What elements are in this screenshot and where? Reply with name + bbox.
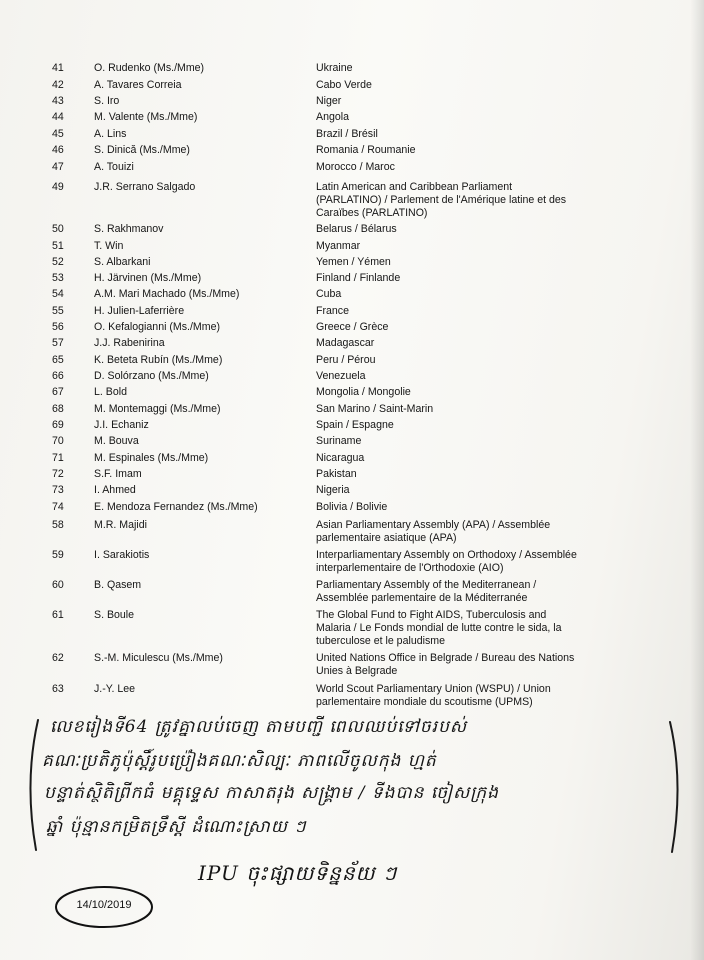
participant-country: Madagascar (316, 337, 375, 349)
note-line-4: ឆ្នាំ ប៉ុន្មានកម្រិតទ្រឹស្តី ដំណោះស្រាយ ៗ (46, 817, 307, 837)
participant-name: O. Kefalogianni (Ms./Mme) (94, 321, 220, 333)
participant-name: M. Bouva (94, 435, 139, 447)
row-number: 61 (52, 609, 64, 621)
date-stamp (52, 884, 156, 932)
participant-name: J.I. Echaniz (94, 419, 149, 431)
participant-name: J.-Y. Lee (94, 683, 136, 695)
participant-country: Interparliamentary Assembly on Orthodoxy / Assemblée interparlementaire de l'Orthodoxie (AIO) (316, 549, 577, 575)
participant-country: Finland / Finlande (316, 272, 401, 284)
row-number: 49 (52, 181, 64, 193)
row-number: 44 (52, 111, 64, 123)
row-number: 69 (52, 419, 64, 431)
participant-country: Peru / Pérou (316, 354, 376, 366)
participant-country: France (316, 305, 349, 317)
participant-name: J.J. Rabenirina (94, 337, 165, 349)
row-number: 68 (52, 403, 64, 415)
participant-country: Brazil / Brésil (316, 128, 378, 140)
row-number: 52 (52, 256, 64, 268)
participant-name: M.R. Majidi (94, 519, 147, 531)
row-number: 42 (52, 79, 64, 91)
participant-country: Morocco / Maroc (316, 161, 395, 173)
row-number: 55 (52, 305, 64, 317)
row-number: 67 (52, 386, 64, 398)
participant-name: J.R. Serrano Salgado (94, 181, 196, 193)
row-number: 65 (52, 354, 64, 366)
row-number: 70 (52, 435, 64, 447)
participant-name: S. Rakhmanov (94, 223, 164, 235)
participant-name: S. Dinică (Ms./Mme) (94, 144, 190, 156)
participant-name: I. Ahmed (94, 484, 136, 496)
row-number: 74 (52, 501, 64, 513)
participant-country: United Nations Office in Belgrade / Bureau des Nations Unies à Belgrade (316, 652, 575, 678)
participant-country: Angola (316, 111, 349, 123)
participant-name: T. Win (94, 240, 124, 252)
participant-country: Spain / Espagne (316, 419, 394, 431)
participant-name: S.F. Imam (94, 468, 142, 480)
participant-name: A. Touizi (94, 161, 134, 173)
row-number: 41 (52, 62, 64, 74)
row-number: 50 (52, 223, 64, 235)
row-number: 59 (52, 549, 64, 561)
row-number: 43 (52, 95, 64, 107)
note-line-5: IPU ចុះផ្សាយទិន្នន័យ ៗ (198, 861, 398, 885)
row-number: 54 (52, 288, 64, 300)
participant-country: Suriname (316, 435, 362, 447)
participant-name: S. Boule (94, 609, 135, 621)
row-number: 62 (52, 652, 64, 664)
participant-name: M. Espinales (Ms./Mme) (94, 452, 209, 464)
note-line-3: បន្ទាត់ស្ថិតិព្រីកធំ មគ្គុទ្ទេស កាសាតរុង សង្គ្រាម / ទីងបាន ចៀសក្រុង (44, 783, 499, 803)
participant-name: I. Sarakiotis (94, 549, 150, 561)
participant-name: H. Järvinen (Ms./Mme) (94, 272, 202, 284)
note-line-1: លេខរៀងទី64 ត្រូវគ្នាលប់ចេញ តាមបញ្ជី ពេលឈប់ទៅចរបស់ (50, 717, 468, 737)
participant-name: M. Valente (Ms./Mme) (94, 111, 198, 123)
participant-country: Pakistan (316, 468, 357, 480)
row-number: 47 (52, 161, 64, 173)
participant-country: Belarus / Bélarus (316, 223, 397, 235)
participant-name: E. Mendoza Fernandez (Ms./Mme) (94, 501, 258, 513)
participant-country: Cuba (316, 288, 342, 300)
row-number: 51 (52, 240, 64, 252)
row-number: 45 (52, 128, 64, 140)
participant-country: Myanmar (316, 240, 361, 252)
participant-country: Asian Parliamentary Assembly (APA) / Assemblée parlementaire asiatique (APA) (316, 519, 551, 545)
date-text: 14/10/2019 (76, 899, 132, 911)
participant-name: A. Lins (94, 128, 127, 140)
participant-country: Mongolia / Mongolie (316, 386, 411, 398)
participant-country: Yemen / Yémen (316, 256, 391, 268)
note-line-2: គណៈប្រតិភូប៉ុស្តិ៍រូបប្រ៉ៀងគណៈសិល្បៈ ភាពលើចូលកុង ហ្មត់ (42, 751, 437, 771)
participant-name: S. Albarkani (94, 256, 151, 268)
participant-name: A. Tavares Correia (94, 79, 182, 91)
participant-country: World Scout Parliamentary Union (WSPU) / Union parlementaire mondiale du scoutisme (UPMS) (316, 683, 551, 709)
participant-name: S.-M. Miculescu (Ms./Mme) (94, 652, 223, 664)
participant-country: Cabo Verde (316, 79, 372, 91)
row-number: 58 (52, 519, 64, 531)
row-number: 53 (52, 272, 64, 284)
participant-name: D. Solórzano (Ms./Mme) (94, 370, 209, 382)
participant-name: B. Qasem (94, 579, 142, 591)
participant-country: Ukraine (316, 62, 353, 74)
participant-country: Nigeria (316, 484, 350, 496)
row-number: 57 (52, 337, 64, 349)
participant-country: Greece / Grèce (316, 321, 389, 333)
row-number: 60 (52, 579, 64, 591)
row-number: 71 (52, 452, 64, 464)
participant-country: The Global Fund to Fight AIDS, Tuberculosis and Malaria / Le Fonds mondial de lutte contre le sida, la tuberculose et le paludisme (316, 609, 562, 648)
participant-country: Niger (316, 95, 342, 107)
participant-name: O. Rudenko (Ms./Mme) (94, 62, 205, 74)
participant-country: Romania / Roumanie (316, 144, 416, 156)
participant-country: Venezuela (316, 370, 366, 382)
row-number: 56 (52, 321, 64, 333)
row-number: 73 (52, 484, 64, 496)
participant-country: Nicaragua (316, 452, 365, 464)
participant-country: San Marino / Saint-Marin (316, 403, 434, 415)
row-number: 66 (52, 370, 64, 382)
participant-country: Bolivia / Bolivie (316, 501, 388, 513)
participant-name: H. Julien-Laferrière (94, 305, 185, 317)
participant-name: M. Montemaggi (Ms./Mme) (94, 403, 221, 415)
participant-name: K. Beteta Rubín (Ms./Mme) (94, 354, 223, 366)
participant-name: S. Iro (94, 95, 120, 107)
row-number: 63 (52, 683, 64, 695)
participant-country: Parliamentary Assembly of the Mediterranean / Assemblée parlementaire de la Méditerranée (316, 579, 537, 605)
row-number: 46 (52, 144, 64, 156)
participant-name: L. Bold (94, 386, 127, 398)
participant-name: A.M. Mari Machado (Ms./Mme) (94, 288, 240, 300)
row-number: 72 (52, 468, 64, 480)
participant-country: Latin American and Caribbean Parliament (PARLATINO) / Parlement de l'Amérique latine et des Caraïbes (PARLATINO) (316, 181, 567, 220)
